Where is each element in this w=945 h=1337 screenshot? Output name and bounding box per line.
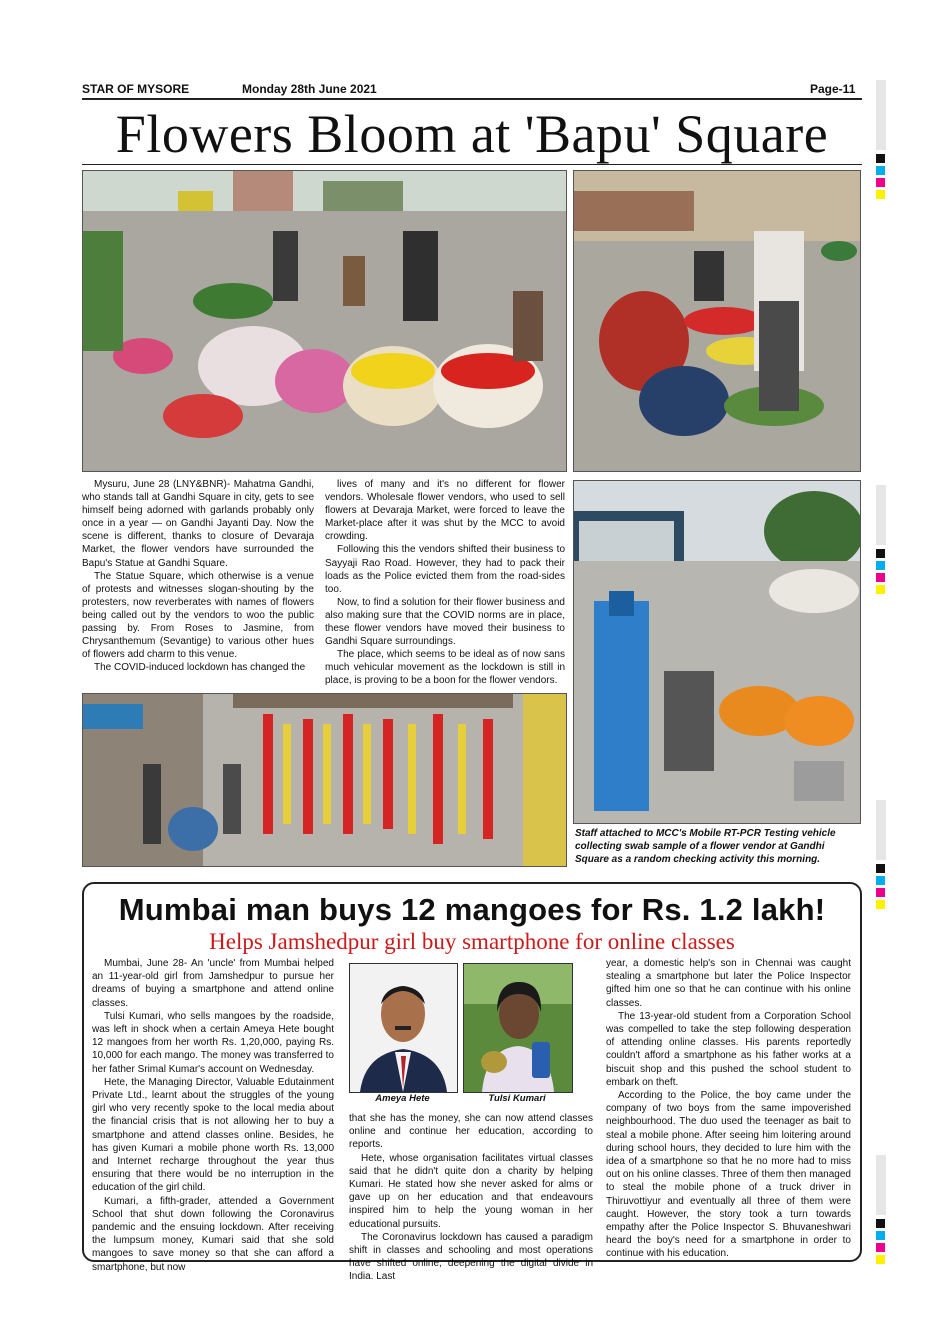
paragraph: Hete, the Managing Director, Valuable Edutainment Private Ltd., learnt about the struggles of the young girl who very recently spoke to the local media about the financial crisis that is not allowing her to buy a smartphone and attend classes online. Besides, he has given Kumari a mobile phone worth Rs. 13,000 and Internet recharge throughout the year thus ensuring that there would be no interruption in the education of the girl child. <box>92 1076 334 1194</box>
magenta-swatch <box>876 1243 885 1252</box>
paragraph: Mumbai, June 28- An 'uncle' from Mumbai helped an 11-year-old girl from Jamshedpur to pursue her dreams of buying a smartphone and attend online classes. <box>92 958 334 1009</box>
magenta-swatch <box>876 178 885 187</box>
photo-garland-stall <box>82 693 567 867</box>
yellow-swatch <box>876 1255 885 1264</box>
photo-tulsi-kumari <box>463 963 573 1093</box>
publication-name: STAR OF MYSORE <box>82 82 190 96</box>
ameya-hete-caption: Ameya Hete <box>375 1093 430 1104</box>
color-registration-marks <box>876 800 886 912</box>
paragraph: Hete, whose organisation facilitates virtual classes said that he didn't quite don a charity by helping Kumari. He stated how she never asked for alms or gave up on her education and that endeavours inspired him to help the young woman in her educational pursuits. <box>349 1152 593 1230</box>
headline-rule <box>82 164 862 165</box>
paragraph: The COVID-induced lockdown has changed the <box>94 662 306 674</box>
cyan-swatch <box>876 876 885 885</box>
issue-date: Monday 28th June 2021 <box>242 82 377 96</box>
paragraph: According to the Police, the boy came under the company of two boys from the same impoverished neighbourhood. The duo used the teenager as bait to steal a mobile phone. After seeing him loitering around during school hours, they decided to lure him with the idea of a smartphone so that he no more had to miss out on his online classes. Three of them then managed to steal the mobile phone of a truck driver in Thiruvottiyur and eventually all three of them were caught. However, the story took a turn towards empathy after the Police Inspector S. Bhuvaneshwari heard the boy's need for a smartphone in order to continue with his education. <box>606 1090 851 1260</box>
magenta-swatch <box>876 888 885 897</box>
paragraph: lives of many and it's no different for flower vendors. Wholesale flower vendors, who used to sell flowers at Devaraja Market, were forced to leave the Market-place after it was shut by the MCC to avoid crowding. <box>325 479 565 543</box>
photo-ameya-hete <box>349 963 458 1093</box>
photo-flower-vendors <box>82 170 567 472</box>
magenta-swatch <box>876 573 885 582</box>
paragraph: Now, to find a solution for their flower business and also making sure that the COVID norms are in place, these flower vendors have moved their business to Gandhi Square surroundings. <box>325 596 565 648</box>
paragraph: The place, which seems to be ideal as of now sans much vehicular movement as the lockdown is still in place, is proving to be a boon for the flower vendors. <box>325 649 565 687</box>
mango-column-3 <box>606 957 851 1261</box>
header-rule <box>82 98 862 100</box>
main-headline: Flowers Bloom at 'Bapu' Square <box>115 104 829 164</box>
black-swatch <box>876 1219 885 1228</box>
paragraph: The 13-year-old student from a Corporation School was compelled to take the step following desperation of attending online classes. His parents reportedly couldn't afford a smartphone as his father works at a biscuit shop and this pushed the school student to embark on theft. <box>606 1010 851 1088</box>
yellow-swatch <box>876 585 885 594</box>
paragraph: Following this the vendors shifted their business to Sayyaji Rao Road. However, they had to pack their loads as the Police evicted them from the road-sides too. <box>325 544 565 595</box>
cyan-swatch <box>876 166 885 175</box>
paragraph: The Statue Square, which otherwise is a venue of protests and witnesses slogan-shouting by the protesters, now reverberates with names of flowers being called out by the vendors to woo the public passing by. From Roses to Jasmine, from Chrysanthemum (Sevantige) to various other hues of flowers add charm to this venue. <box>82 570 314 661</box>
color-registration-marks <box>876 485 886 597</box>
main-story-column-2 <box>325 478 565 688</box>
yellow-swatch <box>876 190 885 199</box>
cyan-swatch <box>876 561 885 570</box>
paragraph: The Coronavirus lockdown has caused a paradigm shift in classes and schooling and most operations have shifted online, deepening the digital divide in India. Last <box>349 1231 593 1283</box>
cyan-swatch <box>876 1231 885 1240</box>
paragraph: Mysuru, June 28 (LNY&BNR)- Mahatma Gandhi, who stands tall at Gandhi Square in city, gets to see himself being adorned with garlands probably only once in a year — on Gandhi Jayanti Day. Now the scene is different, thanks to closure of Devaraja Market, the flower vendors have surrounded the Bapu's Statue at Gandhi Square. <box>82 479 314 569</box>
black-swatch <box>876 549 885 558</box>
black-swatch <box>876 154 885 163</box>
paragraph: Tulsi Kumari, who sells mangoes by the roadside, was left in shock when a certain Ameya Hete bought 12 mangoes from her worth Rs. 1,20,000, paying Rs. 10,000 for each mango. The money was transferred to her father Srimal Kumar's account on Wednesday. <box>92 1010 334 1075</box>
paragraph: that she has the money, she can now attend classes online and continue her education, according to reports. <box>349 1113 593 1151</box>
page-number: Page-11 <box>810 82 856 96</box>
paragraph: Kumari, a fifth-grader, attended a Government School that shut down following the Coronavirus pandemic and the ensuing lockdown. After receiving the lumpsum money, Kumari said that she sold mangoes to save money so that she can afford a smartphone, but now <box>92 1195 334 1273</box>
tulsi-kumari-caption: Tulsi Kumari <box>488 1093 546 1104</box>
photo-swab-testing <box>573 480 861 824</box>
mango-subheadline: Helps Jamshedpur girl buy smartphone for online classes <box>209 929 735 954</box>
color-registration-marks <box>876 80 886 202</box>
photo-flower-purchase <box>573 170 861 472</box>
yellow-swatch <box>876 900 885 909</box>
color-registration-marks <box>876 1155 886 1267</box>
swab-photo-caption: Staff attached to MCC's Mobile RT-PCR Testing vehicle collecting swab sample of a flower vendor at Gandhi Square as a random checking activity this morning. <box>575 828 836 865</box>
paragraph: year, a domestic help's son in Chennai was caught stealing a smartphone but later the Police Inspector gifted him one so that he can continue with his online classes. <box>606 958 851 1009</box>
mango-column-2 <box>349 1112 593 1284</box>
mango-headline: Mumbai man buys 12 mangoes for Rs. 1.2 lakh! <box>118 892 826 927</box>
main-story-column-1 <box>82 478 314 674</box>
black-swatch <box>876 864 885 873</box>
mango-column-1 <box>92 957 334 1274</box>
